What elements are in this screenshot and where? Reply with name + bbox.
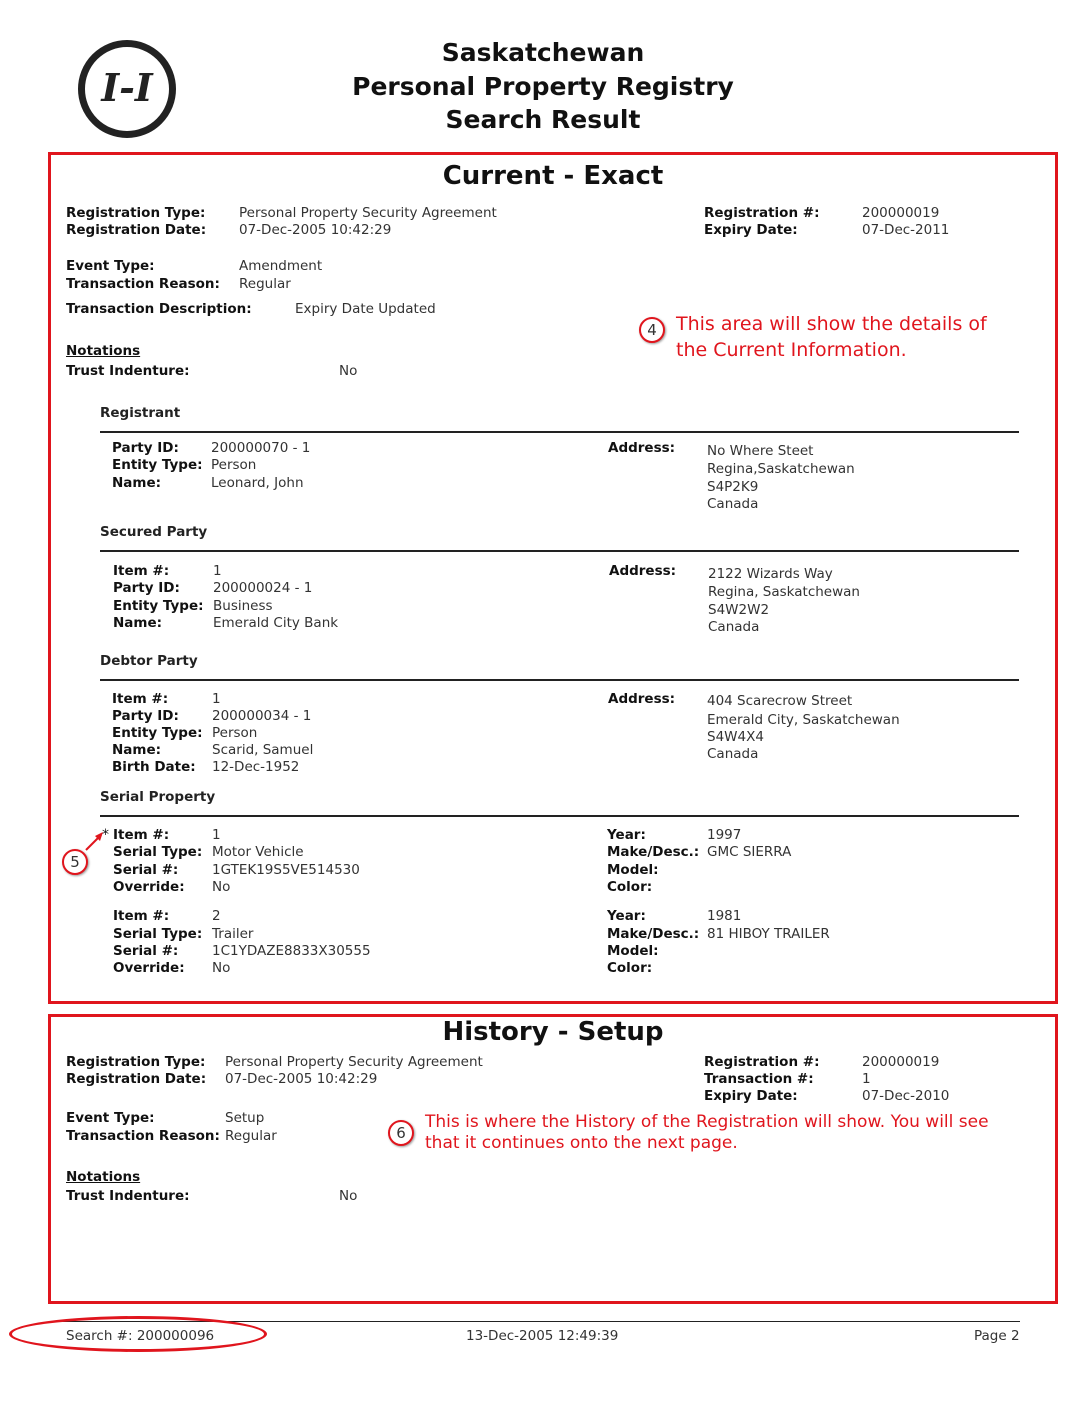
serial-item-value: 1 — [212, 827, 221, 843]
annotation-6-line1: This is where the History of the Registration will show. You will see — [425, 1112, 989, 1132]
trust-value: No — [339, 363, 358, 379]
serial-num-value: 1C1YDAZE8833X30555 — [212, 943, 371, 959]
annotation-4-line1: This area will show the details of — [676, 313, 987, 335]
debtor-item-value: 1 — [212, 691, 221, 707]
history-event-type-value: Setup — [225, 1110, 265, 1126]
secured-party-id-value: 200000024 - 1 — [213, 580, 313, 596]
debtor-birth-label: Birth Date: — [112, 759, 196, 775]
footer-timestamp: 13-Dec-2005 12:49:39 — [466, 1328, 619, 1344]
serial-type-value: Motor Vehicle — [212, 844, 304, 860]
reg-date-value: 07-Dec-2005 10:42:29 — [239, 222, 392, 238]
serial-override-label: Override: — [113, 960, 185, 976]
registrant-rule — [100, 431, 1019, 433]
serial-asterisk: * — [102, 827, 109, 843]
history-trans-num-label: Transaction #: — [704, 1071, 814, 1087]
serial-type-label: Serial Type: — [113, 926, 203, 942]
debtor-address-line: 404 Scarecrow Street — [707, 693, 853, 709]
trans-reason-value: Regular — [239, 276, 291, 292]
annotation-5-marker: 5 — [62, 849, 88, 875]
registrant-address-line: No Where Steet — [707, 443, 814, 459]
secured-rule — [100, 550, 1019, 552]
footer-page: Page 2 — [974, 1328, 1020, 1344]
serial-heading: Serial Property — [100, 789, 216, 805]
serial-make-label: Make/Desc.: — [607, 844, 700, 860]
annotation-5-arrow — [84, 830, 106, 852]
registrant-party-id-value: 200000070 - 1 — [211, 440, 311, 456]
secured-address-line: Canada — [708, 619, 760, 635]
registrant-address-line: Regina,Saskatchewan — [707, 461, 855, 477]
history-trust-value: No — [339, 1188, 358, 1204]
serial-make-value: 81 HIBOY TRAILER — [707, 926, 830, 942]
title-line1: Saskatchewan — [441, 38, 645, 67]
registrant-name-label: Name: — [112, 475, 162, 491]
reg-num-value: 200000019 — [862, 205, 940, 221]
debtor-address-label: Address: — [608, 691, 676, 707]
secured-entity-label: Entity Type: — [113, 598, 204, 614]
serial-color-label: Color: — [607, 960, 653, 976]
serial-year-value: 1997 — [707, 827, 742, 843]
serial-rule — [100, 815, 1019, 817]
registrant-name-value: Leonard, John — [211, 475, 304, 491]
history-trust-label: Trust Indenture: — [66, 1188, 190, 1204]
secured-address-line: Regina, Saskatchewan — [708, 584, 860, 600]
debtor-address-line: Emerald City, Saskatchewan — [707, 712, 900, 728]
secured-entity-value: Business — [213, 598, 273, 614]
history-reg-date-label: Registration Date: — [66, 1071, 207, 1087]
serial-override-value: No — [212, 879, 231, 895]
debtor-party-id-value: 200000034 - 1 — [212, 708, 312, 724]
serial-num-label: Serial #: — [113, 862, 179, 878]
secured-address-label: Address: — [609, 563, 677, 579]
annotation-4-marker: 4 — [639, 317, 665, 343]
secured-name-value: Emerald City Bank — [213, 615, 339, 631]
registrant-address-label: Address: — [608, 440, 676, 456]
history-reg-type-label: Registration Type: — [66, 1054, 206, 1070]
expiry-label: Expiry Date: — [704, 222, 798, 238]
registrant-heading: Registrant — [100, 405, 181, 421]
debtor-address-line: S4W4X4 — [707, 729, 764, 745]
serial-model-label: Model: — [607, 943, 659, 959]
history-trans-reason-value: Regular — [225, 1128, 277, 1144]
secured-heading: Secured Party — [100, 524, 208, 540]
serial-override-value: No — [212, 960, 231, 976]
serial-model-label: Model: — [607, 862, 659, 878]
current-title: Current - Exact — [442, 161, 664, 191]
expiry-value: 07-Dec-2011 — [862, 222, 950, 238]
secured-address-line: 2122 Wizards Way — [708, 566, 833, 582]
serial-make-label: Make/Desc.: — [607, 926, 700, 942]
history-reg-type-value: Personal Property Security Agreement — [225, 1054, 483, 1070]
history-event-type-label: Event Type: — [66, 1110, 155, 1126]
reg-type-value: Personal Property Security Agreement — [239, 205, 497, 221]
trans-desc-label: Transaction Description: — [66, 301, 252, 317]
serial-num-label: Serial #: — [113, 943, 179, 959]
registrant-address-line: Canada — [707, 496, 759, 512]
trans-desc-value: Expiry Date Updated — [295, 301, 436, 317]
logo-mark: I-I — [101, 65, 153, 110]
history-reg-date-value: 07-Dec-2005 10:42:29 — [225, 1071, 378, 1087]
event-type-label: Event Type: — [66, 258, 155, 274]
annotation-6-marker: 6 — [388, 1120, 414, 1146]
serial-override-label: Override: — [113, 879, 185, 895]
event-type-value: Amendment — [239, 258, 323, 274]
registrant-entity-label: Entity Type: — [112, 457, 203, 473]
history-title: History - Setup — [442, 1017, 664, 1047]
title-line2: Personal Property Registry — [352, 72, 734, 101]
title-line3: Search Result — [445, 105, 641, 134]
history-expiry-label: Expiry Date: — [704, 1088, 798, 1104]
serial-color-label: Color: — [607, 879, 653, 895]
registrant-entity-value: Person — [211, 457, 257, 473]
debtor-heading: Debtor Party — [100, 653, 198, 669]
notations-heading: Notations — [66, 343, 141, 359]
debtor-name-label: Name: — [112, 742, 162, 758]
history-notations-heading: Notations — [66, 1169, 141, 1185]
reg-date-label: Registration Date: — [66, 222, 207, 238]
secured-address-line: S4W2W2 — [708, 602, 770, 618]
debtor-rule — [100, 679, 1019, 681]
secured-name-label: Name: — [113, 615, 163, 631]
history-trans-reason-label: Transaction Reason: — [66, 1128, 220, 1144]
serial-year-label: Year: — [607, 908, 646, 924]
history-reg-num-label: Registration #: — [704, 1054, 820, 1070]
debtor-name-value: Scarid, Samuel — [212, 742, 314, 758]
history-expiry-value: 07-Dec-2010 — [862, 1088, 950, 1104]
secured-item-label: Item #: — [113, 563, 170, 579]
serial-make-value: GMC SIERRA — [707, 844, 792, 860]
reg-type-label: Registration Type: — [66, 205, 206, 221]
debtor-party-id-label: Party ID: — [112, 708, 179, 724]
serial-num-value: 1GTEK19S5VE514530 — [212, 862, 360, 878]
history-trans-num-value: 1 — [862, 1071, 871, 1087]
history-reg-num-value: 200000019 — [862, 1054, 940, 1070]
secured-party-id-label: Party ID: — [113, 580, 180, 596]
serial-item-label: Item #: — [113, 827, 170, 843]
serial-type-label: Serial Type: — [113, 844, 203, 860]
debtor-entity-label: Entity Type: — [112, 725, 203, 741]
registrant-address-line: S4P2K9 — [707, 479, 759, 495]
secured-item-value: 1 — [213, 563, 222, 579]
serial-year-value: 1981 — [707, 908, 742, 924]
serial-item-value: 2 — [212, 908, 221, 924]
serial-year-label: Year: — [607, 827, 646, 843]
serial-item-label: Item #: — [113, 908, 170, 924]
debtor-address-line: Canada — [707, 746, 759, 762]
annotation-6-line2: that it continues onto the next page. — [425, 1133, 738, 1153]
footer-search-number: Search #: 200000096 — [66, 1328, 215, 1344]
annotation-4-line2: the Current Information. — [676, 339, 907, 361]
serial-type-value: Trailer — [212, 926, 254, 942]
debtor-birth-value: 12-Dec-1952 — [212, 759, 300, 775]
trans-reason-label: Transaction Reason: — [66, 276, 220, 292]
debtor-item-label: Item #: — [112, 691, 169, 707]
reg-num-label: Registration #: — [704, 205, 820, 221]
registrant-party-id-label: Party ID: — [112, 440, 179, 456]
trust-label: Trust Indenture: — [66, 363, 190, 379]
debtor-entity-value: Person — [212, 725, 258, 741]
